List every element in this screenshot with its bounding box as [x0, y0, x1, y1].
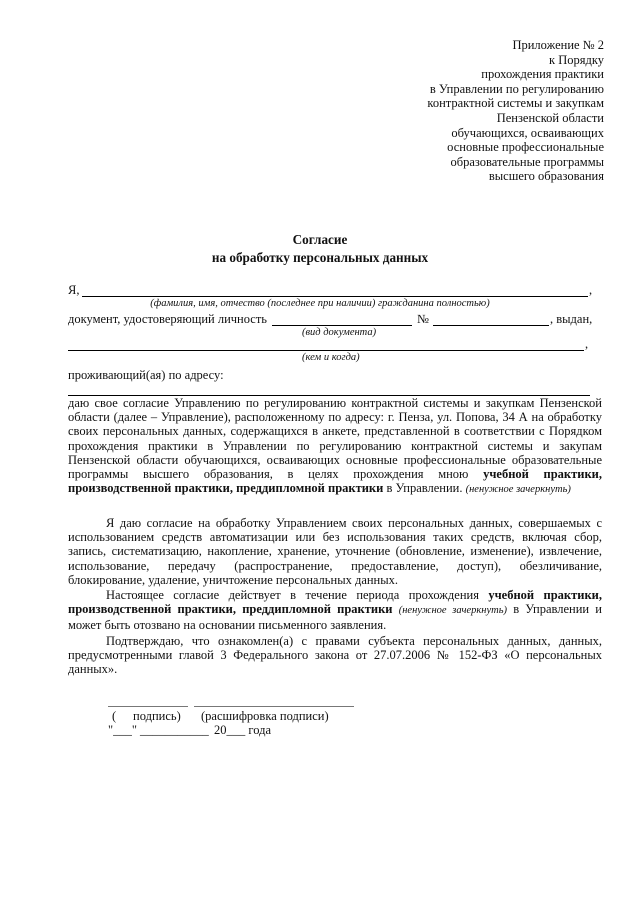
appendix-line: образовательные программы [450, 154, 604, 169]
issued-by-field[interactable] [68, 350, 584, 351]
p3-practice-types: учебной практики, производственной практики, преддипломной практики [68, 588, 603, 617]
i-label: Я, [68, 283, 80, 297]
appendix-line: Пензенской области [496, 110, 604, 125]
fio-comma: , [589, 283, 593, 297]
issued-by-hint: (кем и когда) [302, 352, 360, 363]
p3-end: в Управлении и может быть отозвано на основании письменного заявления. [68, 602, 602, 633]
signature-label: подпись) [133, 709, 181, 723]
date-year[interactable]: 20___ года [214, 723, 271, 737]
consent-paragraph-2: Я даю согласие на обработку Управлением своих персональных данных, совершаемых с использованием средств автоматизации или без использования таких средств, включая сбор, запись, систематизацию, накопление, хранение, уточнение (обновление, изменение), извлечение, использование, передачу (распространение, предоставление, доступ), обезличивание, блокирование, удаление, уничтожение персональных данных. [68, 516, 602, 587]
appendix-line: контрактной системы и закупкам [427, 96, 604, 111]
issued-by-comma: , [585, 337, 589, 351]
appendix-line: к Порядку [549, 52, 604, 67]
signature-decode-field[interactable] [194, 706, 354, 707]
consent-paragraph-4: Подтверждаю, что ознакомлен(а) с правами субъекта персональных данных, данных, предусмотренными главой 3 Федерального закона от 27.07.2006 № 152-ФЗ «О персональных данных». [68, 634, 602, 677]
address-label: проживающий(ая) по адресу: [68, 368, 224, 382]
signature-open-paren: ( [112, 709, 117, 723]
signature-field[interactable] [108, 706, 188, 707]
appendix-block [427, 38, 604, 184]
date-day[interactable]: "___" [108, 723, 137, 737]
date-month[interactable]: ___________ [140, 723, 209, 737]
p1-text: даю свое согласие Управлению по регулированию контрактной системы и закупкам Пензенской области (далее – Управление), расположенному по адресу: г. Пенза, ул. Попова, 34 А на обработку своих персональных данных, содержащихся в анкете, представленной в соответствии с Порядком прохождения практики в Управлении по регулированию контрактной системы и закупам Пензенской области обучающихся, осваивающих основные профессиональные образовательные программы высшего образования, в целях прохождения мною [68, 396, 602, 482]
p1-note: (ненужное зачеркнуть) [465, 484, 571, 496]
document-label: документ, удостоверяющий личность [68, 312, 268, 326]
p3-start: Настоящее согласие действует в течение периода прохождения [106, 588, 479, 602]
consent-paragraph-1 [68, 396, 602, 497]
document-subtitle: на обработку персональных данных [211, 250, 429, 265]
appendix-line: основные профессиональные [447, 140, 604, 155]
consent-paragraph-3 [68, 588, 602, 633]
appendix-line: высшего образования [488, 169, 604, 184]
document-type-hint: (вид документа) [302, 327, 377, 338]
document-type-field[interactable] [272, 325, 412, 326]
document-number-field[interactable] [433, 325, 549, 326]
p1-end: Управлении. [395, 481, 463, 496]
p3-note: (ненужное зачеркнуть) [398, 605, 508, 617]
document-title: Согласие [292, 232, 348, 247]
appendix-line: Приложение № 2 [512, 38, 604, 52]
signature-decode-label: (расшифровка подписи) [201, 709, 329, 723]
p1-in: в [386, 481, 393, 496]
issued-label: , выдан, [550, 312, 593, 326]
fio-hint: (фамилия, имя, отчество (последнее при наличии) гражданина полностью) [150, 298, 490, 309]
number-sign: № [417, 312, 429, 326]
appendix-line: в Управлении по регулированию [429, 81, 604, 96]
p1-practice-types: учебной практики, производственной практики, преддипломной практики [68, 467, 603, 496]
appendix-line: прохождения практики [481, 67, 604, 82]
fio-field[interactable] [82, 296, 588, 297]
appendix-line: обучающихся, осваивающих [451, 125, 604, 140]
